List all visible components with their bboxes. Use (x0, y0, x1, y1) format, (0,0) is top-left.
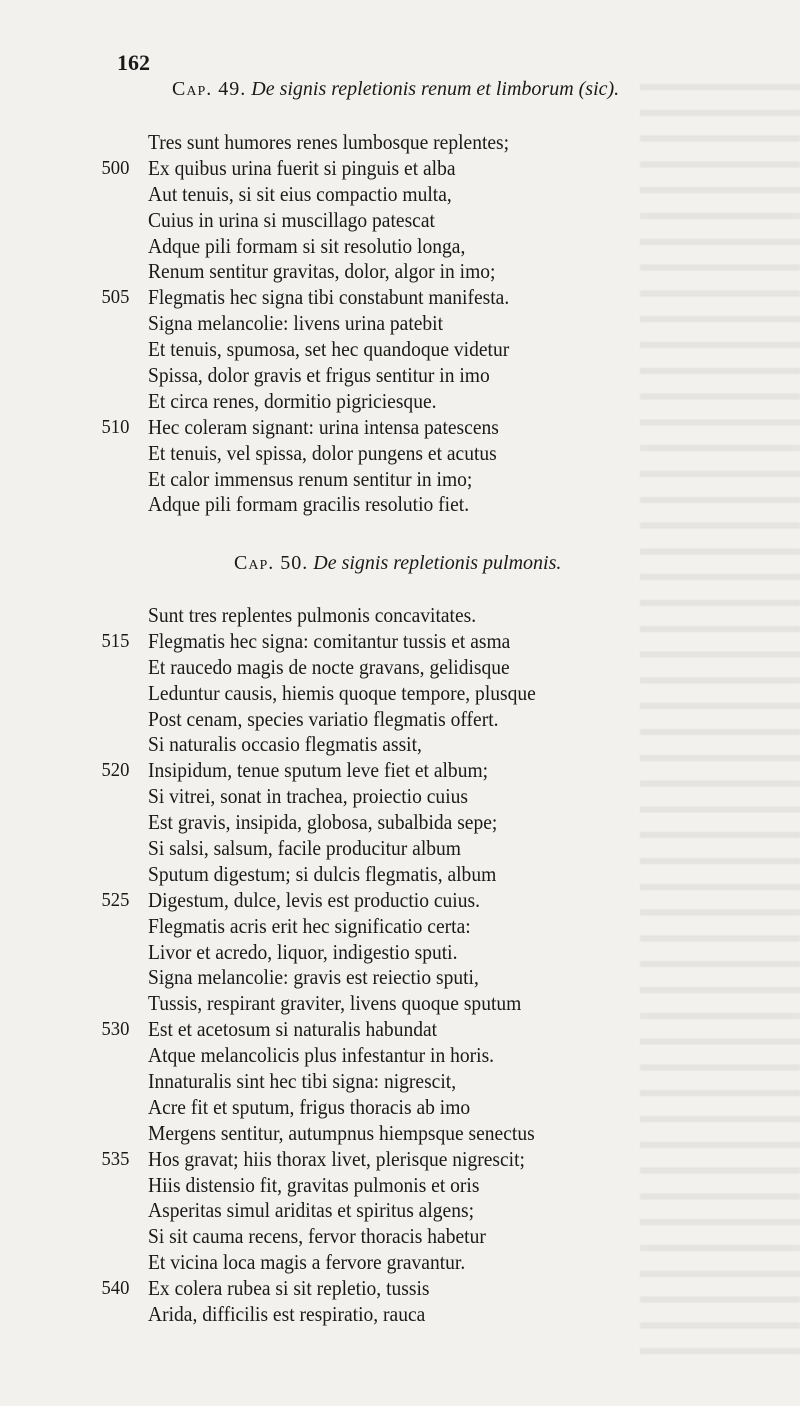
verse-line (148, 940, 613, 966)
verse-line (101, 285, 613, 311)
verse-line (148, 337, 613, 363)
verse-text: Mergens sentitur, autumpnus hiempsque senectus (148, 1120, 535, 1145)
verse-line (148, 1043, 613, 1069)
verse-number: 510 (101, 415, 130, 438)
verse-line (101, 628, 613, 655)
verse-line (148, 363, 613, 389)
verse-line (148, 234, 613, 260)
verse-line (148, 1095, 613, 1121)
verse-text: Hec coleram signant: urina intensa patescens (148, 414, 499, 439)
bleed-through-shadow (640, 70, 800, 1370)
chapter-50-label: Cap. 50. (234, 552, 309, 574)
verse-text: Ex colera rubea si sit repletio, tussis (148, 1276, 430, 1301)
verse-line (101, 887, 613, 914)
verse-text: Cuius in urina si muscillago patescat (148, 207, 435, 232)
verse-text: Flegmatis hec signa tibi constabunt manifesta. (148, 285, 510, 310)
verse-number: 540 (101, 1277, 130, 1300)
verse-text: Tussis, respirant graviter, livens quoque sputum (148, 991, 522, 1016)
chapter-50-heading (234, 552, 561, 575)
verse-number: 505 (101, 286, 130, 309)
verse-text: Et circa renes, dormitio pigriciesque. (148, 388, 437, 413)
verse-text: Hiis distensio fit, gravitas pulmonis et oris (148, 1172, 480, 1197)
verse-text: Si salsi, salsum, facile producitur album (148, 836, 461, 861)
verse-text: Et calor immensus renum sentitur in imo; (148, 466, 473, 491)
verse-text: Et tenuis, vel spissa, dolor pungens et acutus (148, 440, 497, 465)
verse-line (148, 784, 613, 810)
verse-line (148, 603, 613, 629)
verse-line (148, 467, 613, 493)
verse-line (148, 862, 613, 888)
verse-line (148, 914, 613, 940)
verse-text: Adque pili formam gracilis resolutio fiet. (148, 492, 470, 517)
verse-number: 500 (101, 156, 130, 179)
verse-text: Et vicina loca magis a fervore gravantur. (148, 1250, 466, 1275)
verse-line (101, 155, 613, 182)
verse-line (148, 182, 613, 208)
verse-text: Adque pili formam si sit resolutio longa, (148, 233, 466, 258)
chapter-49-heading (172, 78, 619, 101)
verse-line (101, 414, 613, 441)
verse-text: Sunt tres replentes pulmonis concavitates. (148, 603, 477, 627)
verse-text: Acre fit et sputum, frigus thoracis ab imo (148, 1094, 471, 1119)
verse-text: Est et acetosum si naturalis habundat (148, 1017, 438, 1042)
verse-text: Tres sunt humores renes lumbosque replentes; (148, 130, 510, 154)
verse-text: Ex quibus urina fuerit si pinguis et alba (148, 155, 456, 180)
verse-number: 515 (101, 629, 130, 652)
verse-line (101, 1146, 613, 1173)
verse-line (148, 836, 613, 862)
chapter-49-title: De signis repletionis renum et limborum (sic). (251, 78, 620, 100)
verse-line (148, 130, 613, 156)
verse-line (148, 991, 613, 1017)
verse-line (148, 1173, 613, 1199)
verse-text: Si vitrei, sonat in trachea, proiectio cuius (148, 784, 468, 809)
verse-text: Hos gravat; hiis thorax livet, plerisque nigrescit; (148, 1146, 525, 1171)
verse-text: Signa melancolie: livens urina patebit (148, 311, 444, 336)
verse-text: Arida, difficilis est respiratio, rauca (148, 1302, 426, 1327)
verse-text: Atque melancolicis plus infestantur in horis. (148, 1043, 495, 1068)
chapter-50-verses (101, 603, 648, 1328)
verse-text: Post cenam, species variatio flegmatis offert. (148, 706, 499, 731)
verse-line (101, 1276, 613, 1302)
verse-line (148, 707, 613, 733)
verse-line (148, 208, 613, 234)
verse-line (101, 1017, 613, 1043)
verse-line (148, 1250, 613, 1276)
verse-line (148, 311, 613, 337)
verse-text: Sputum digestum; si dulcis flegmatis, album (148, 861, 497, 886)
verse-line (148, 1224, 613, 1250)
verse-text: Et raucedo magis de nocte gravans, gelidisque (148, 654, 510, 679)
verse-line (148, 655, 613, 681)
verse-text: Leduntur causis, hiemis quoque tempore, plusque (148, 680, 536, 705)
verse-line (148, 810, 613, 836)
verse-line (148, 441, 613, 467)
verse-line (148, 492, 613, 518)
verse-line (148, 1121, 613, 1147)
verse-line (148, 1069, 613, 1095)
verse-text: Et tenuis, spumosa, set hec quandoque videtur (148, 337, 510, 362)
verse-text: Signa melancolie: gravis est reiectio sputi, (148, 965, 479, 990)
verse-line (148, 389, 613, 415)
page-number: 162 (117, 50, 150, 75)
verse-number: 535 (101, 1147, 130, 1170)
verse-text: Spissa, dolor gravis et frigus sentitur in imo (148, 363, 490, 388)
verse-line (148, 1302, 613, 1328)
verse-text: Renum sentitur gravitas, dolor, algor in imo; (148, 259, 496, 284)
verse-line (101, 758, 613, 784)
chapter-49-label: Cap. 49. (172, 78, 247, 100)
verse-line (148, 259, 613, 285)
verse-text: Insipidum, tenue sputum leve fiet et album; (148, 758, 489, 783)
chapter-50-title: De signis repletionis pulmonis. (313, 552, 562, 574)
verse-text: Flegmatis hec signa: comitantur tussis et asma (148, 628, 511, 653)
verse-text: Est gravis, insipida, globosa, subalbida sepe; (148, 810, 498, 835)
verse-text: Livor et acredo, liquor, indigestio sputi. (148, 939, 458, 964)
verse-text: Digestum, dulce, levis est productio cuius. (148, 887, 480, 912)
verse-line (148, 965, 613, 991)
verse-number: 525 (101, 888, 130, 911)
verse-line (148, 681, 613, 707)
verse-line (148, 732, 613, 758)
verse-number: 520 (101, 759, 130, 782)
verse-text: Si naturalis occasio flegmatis assit, (148, 732, 422, 757)
verse-line (148, 1198, 613, 1224)
verse-text: Aut tenuis, si sit eius compactio multa, (148, 181, 452, 206)
verse-text: Flegmatis acris erit hec significatio certa: (148, 913, 471, 938)
verse-text: Asperitas simul ariditas et spiritus algens; (148, 1198, 474, 1223)
verse-number: 530 (101, 1018, 130, 1041)
verse-text: Innaturalis sint hec tibi signa: nigrescit, (148, 1069, 457, 1094)
verse-text: Si sit cauma recens, fervor thoracis habetur (148, 1224, 486, 1249)
chapter-49-verses (101, 130, 648, 518)
